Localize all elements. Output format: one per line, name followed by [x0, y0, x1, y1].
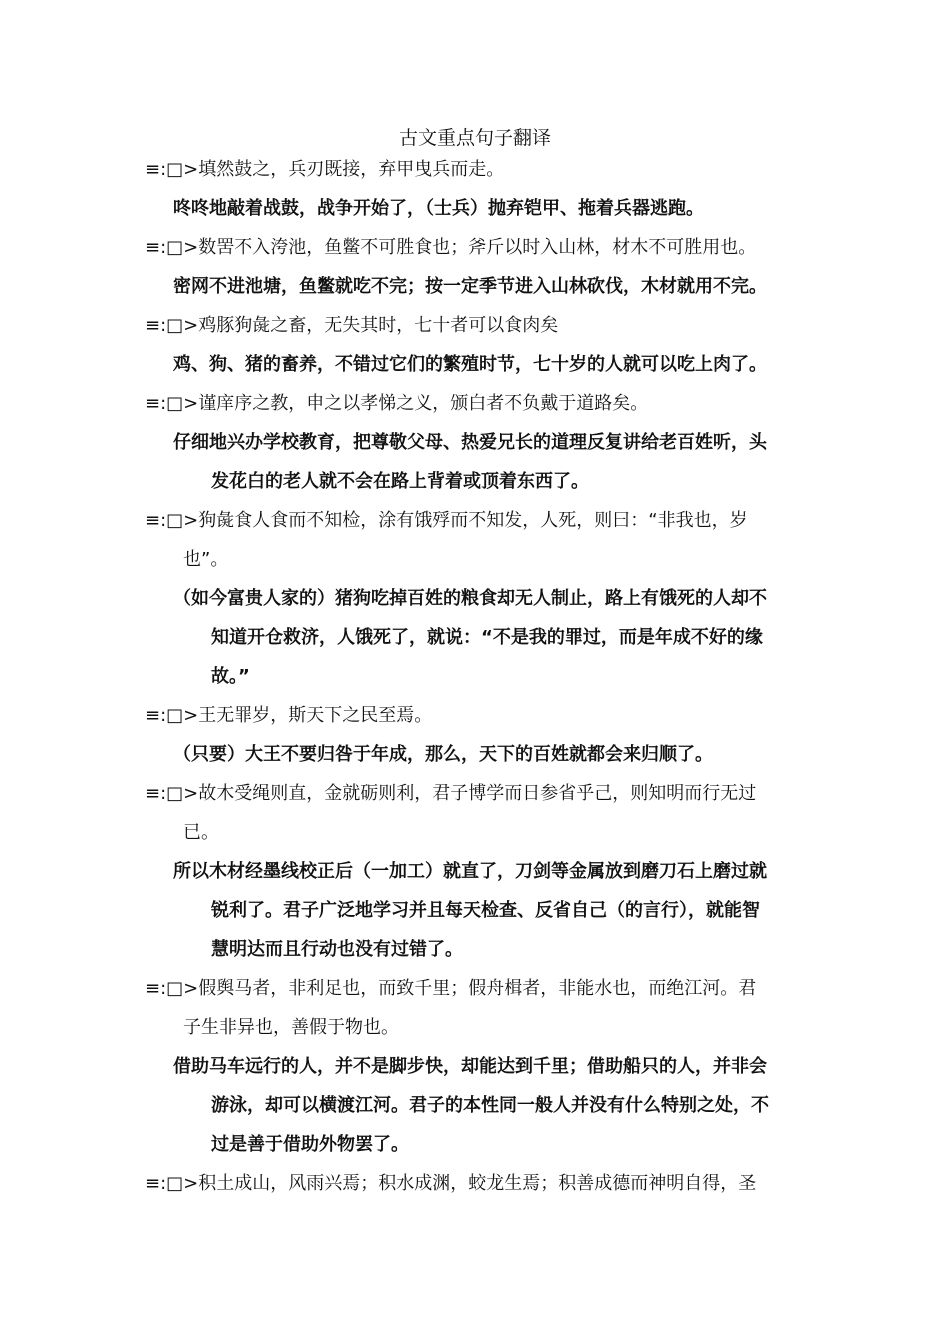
source-sentence [145, 774, 810, 852]
source-line: 狗彘食人食而不知检，涂有饿殍而不知发，人死，则曰：“非我也，岁 [198, 510, 748, 531]
list-marker: ≡:□> [145, 1173, 199, 1194]
translation-line: （只要）大王不要归咎于年成，那么，天下的百姓就都会来归顺了。 [173, 744, 713, 765]
source-sentence [145, 1164, 810, 1203]
source-line-continued: 也”。 [183, 549, 229, 570]
source-line: 故木受绳则直，金就砺则利，君子博学而日参省乎己，则知明而行无过 [198, 783, 757, 804]
translation [173, 1047, 808, 1164]
translation-line: 鸡、狗、猪的畜养，不错过它们的繁殖时节，七十岁的人就可以吃上肉了。 [173, 354, 767, 375]
list-marker: ≡:□> [145, 705, 199, 726]
source-sentence [145, 150, 810, 189]
translation-line: 所以木材经墨线校正后（一加工）就直了，刀剑等金属放到磨刀石上磨过就 [173, 861, 767, 882]
translation [173, 267, 808, 306]
source-sentence [145, 696, 810, 735]
translation-line: （如今富贵人家的）猪狗吃掉百姓的粮食却无人制止，路上有饿死的人却不 [173, 588, 767, 609]
translation-line-continued: 知道开仓救济，人饿死了，就说：“不是我的罪过，而是年成不好的缘 [211, 627, 763, 648]
source-line: 鸡豚狗彘之畜，无失其时，七十者可以食肉矣 [198, 315, 559, 336]
translation-line-continued: 发花白的老人就不会在路上背着或顶着东西了。 [211, 471, 589, 492]
source-line-continued: 子生非异也，善假于物也。 [183, 1017, 399, 1038]
source-line: 积土成山，风雨兴焉；积水成渊，蛟龙生焉；积善成德而神明自得，圣 [198, 1173, 757, 1194]
source-line: 数罟不入洿池，鱼鳖不可胜食也；斧斤以时入山林，材木不可胜用也。 [198, 237, 757, 258]
translation [173, 345, 808, 384]
translation-line-continued: 慧明达而且行动也没有过错了。 [211, 939, 463, 960]
translation-line: 仔细地兴办学校教育，把尊敬父母、热爱兄长的道理反复讲给老百姓听，头 [173, 432, 767, 453]
list-marker: ≡:□> [145, 510, 199, 531]
source-sentence [145, 384, 810, 423]
translation-line-continued: 游泳，却可以横渡江河。君子的本性同一般人并没有什么特别之处，不 [211, 1095, 769, 1116]
source-sentence [145, 501, 810, 579]
translation-line-continued: 锐利了。君子广泛地学习并且每天检查、反省自己（的言行），就能智 [211, 900, 760, 921]
source-line: 假舆马者，非利足也，而致千里；假舟楫者，非能水也，而绝江河。君 [198, 978, 757, 999]
translation [173, 852, 808, 969]
translation [173, 423, 808, 501]
source-line: 谨庠序之教，申之以孝悌之义，颁白者不负戴于道路矣。 [198, 393, 649, 414]
translation [173, 579, 808, 696]
translation-line-continued: 过是善于借助外物罢了。 [211, 1134, 409, 1155]
translation-line: 借助马车远行的人，并不是脚步快，却能达到千里；借助船只的人，并非会 [173, 1056, 767, 1077]
source-sentence [145, 228, 810, 267]
list-marker: ≡:□> [145, 315, 199, 336]
source-sentence [145, 969, 810, 1047]
list-marker: ≡:□> [145, 393, 199, 414]
list-marker: ≡:□> [145, 978, 199, 999]
translation [173, 189, 808, 228]
source-line: 填然鼓之，兵刃既接，弃甲曳兵而走。 [198, 159, 505, 180]
translation [173, 735, 808, 774]
list-marker: ≡:□> [145, 783, 199, 804]
translation-line-continued: 故。” [211, 666, 250, 687]
list-marker: ≡:□> [145, 159, 199, 180]
translation-line: 密网不进池塘，鱼鳖就吃不完；按一定季节进入山林砍伐，木材就用不完。 [173, 276, 767, 297]
source-sentence [145, 306, 810, 345]
list-marker: ≡:□> [145, 237, 199, 258]
source-line: 王无罪岁，斯天下之民至焉。 [198, 705, 433, 726]
document-title: 古文重点句子翻译 [398, 127, 551, 149]
sentence-list [0, 150, 950, 1203]
source-line-continued: 已。 [183, 822, 219, 843]
translation-line: 咚咚地敲着战鼓，战争开始了，（士兵）抛弃铠甲、拖着兵器逃跑。 [173, 198, 704, 219]
